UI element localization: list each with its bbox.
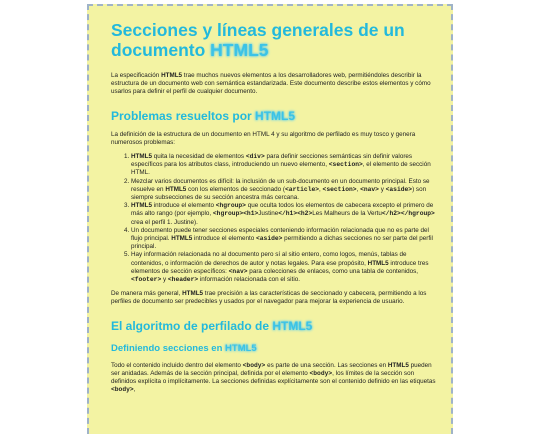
heading-algoritmo: El algoritmo de perfilado de HTML5 bbox=[111, 318, 313, 333]
list-item: 5. Hay información relacionada no al documento pero sí al sitio entero, como logos, menús, tablas de contenidos, o información de derechos de autor y notas legales. Para ese propósito, HTML5 introduce tres elementos de sección específicos: <nav> para colecciones de enlaces, como una tabla de contenidos, <footer> y <header> información relacionada con el sitio. bbox=[131, 251, 437, 284]
list-item: 3. HTML5 introduce el elemento <hgroup> que oculta todos los elementos de cabecera excepto el primero de más alto rango (por ejemplo, <hgroup><h1>Justine</h1><h2>Les Malheurs de la Vertu</h2></hgroup> crea el perfil 1. Justine). bbox=[131, 202, 437, 227]
list-item: 4. Un documento puede tener secciones especiales conteniendo información relacionada que no es parte del flujo principal. HTML5 introduce el elemento <aside> permitiendo a dichas secciones no ser parte del perfil principal. bbox=[131, 227, 437, 252]
list-item: 1. HTML5 quita la necesidad de elementos <div> para definir secciones semánticas sin definir valores específicos para los atributos class, introduciendo un nuevo elemento, <section>, el elemento de sección HTML. bbox=[131, 153, 437, 178]
list-item: 2. Mezclar varios documentos es difícil: la inclusión de un sub-documento en un documento principal. Esto se resuelve en HTML5 con los elementos de seccionado (<article>, <section>, <nav> y <aside>) son siempre subsecciones de su sección ancestra más cercana. bbox=[131, 178, 437, 203]
page-title: Secciones y líneas generales de un documento HTML5 bbox=[111, 20, 405, 60]
intro-paragraph: La especificación HTML5 trae muchos nuevos elementos a los desarrolladores web, permitiéndoles describir la estructura de un documento web con semántica estandarizada. Este documento describe estos elementos y cómo usarlos para definir el perfil de cualquier documento. bbox=[111, 72, 431, 96]
definiendo-paragraph: Todo el contenido incluido dentro del elemento <body> es parte de una sección. Las secciones en HTML5 pueden ser anidadas. Además de la sección principal, definida por el elemento <body>, los límites de la sección son definidos explícita o implícitamente. La secciones definidas explícitamente son el contenido definido en las etiquetas <body>, bbox=[111, 361, 436, 394]
subheading-definiendo: Definiendo secciones en HTML5 bbox=[111, 342, 257, 354]
problemas-intro: La definición de la estructura de un documento en HTML 4 y su algoritmo de perfilado es muy tosco y genera numerosos problemas: bbox=[111, 130, 416, 146]
problems-list bbox=[111, 153, 437, 284]
document-page bbox=[87, 4, 453, 434]
problemas-summary: De manera más general, HTML5 trae precisión a las características de seccionado y cabecera, permitiendo a los perfiles de documento ser predecibles y usados por el navegador para mejorar la experiencia de usuario. bbox=[111, 290, 427, 306]
heading-problemas: Problemas resueltos por HTML5 bbox=[111, 108, 296, 123]
